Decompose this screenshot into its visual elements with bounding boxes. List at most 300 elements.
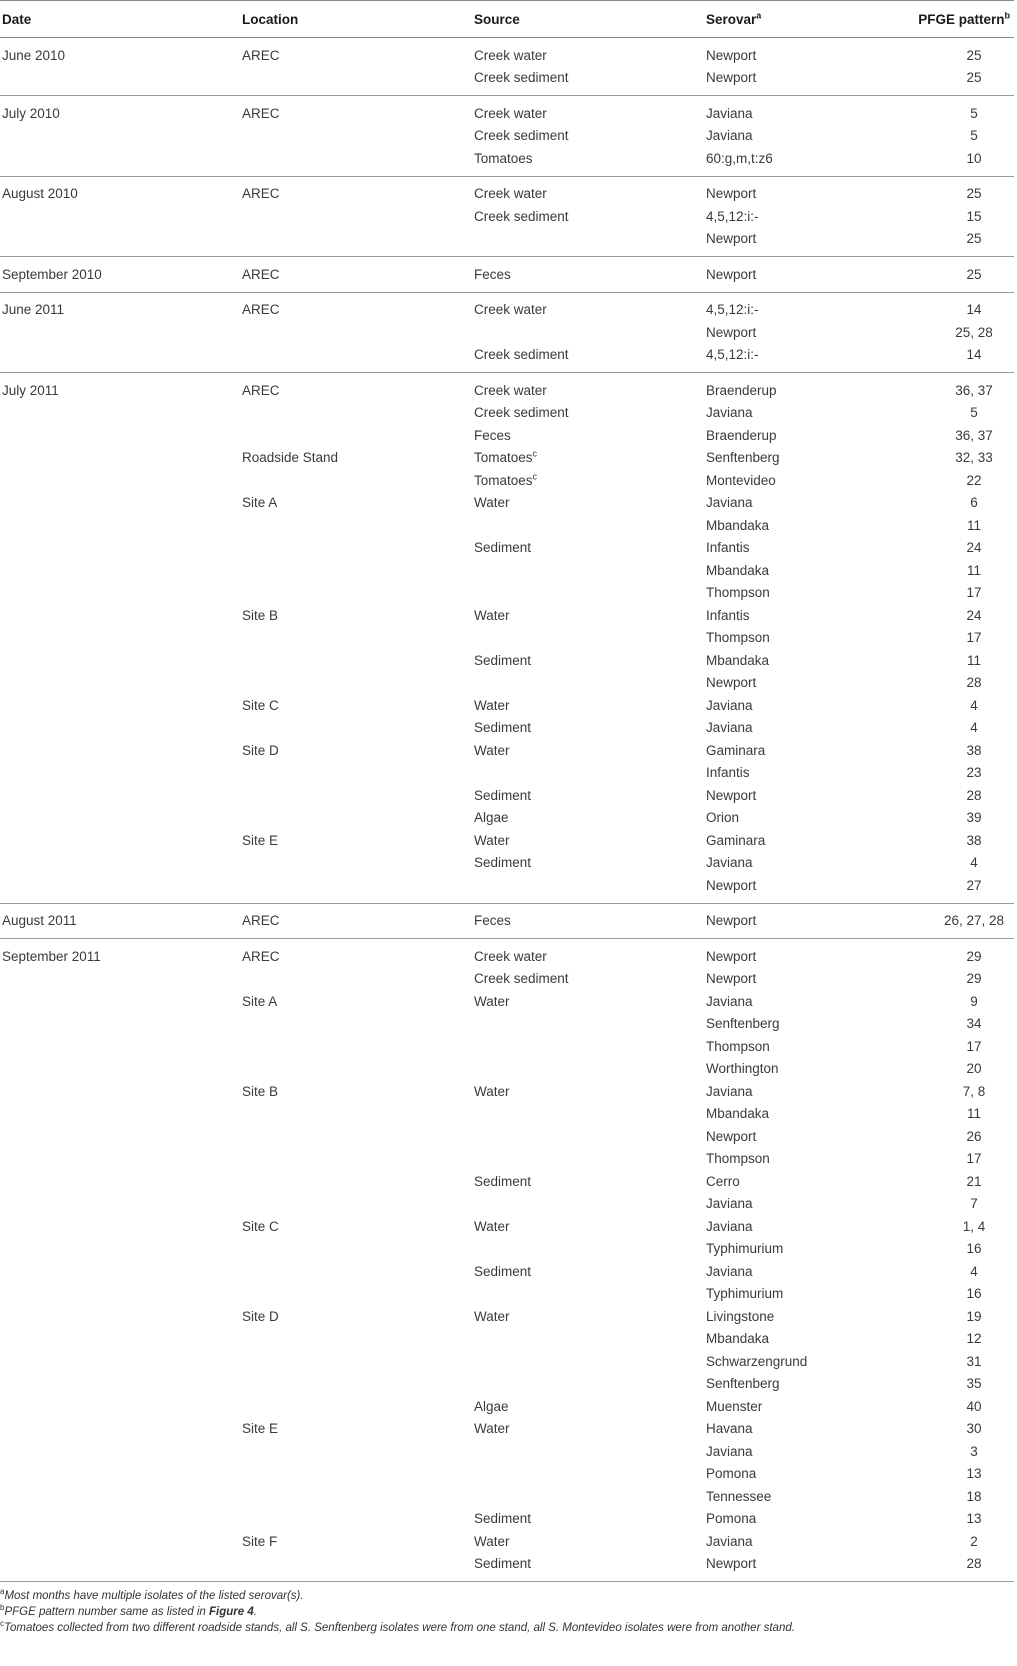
cell-source [472,1103,704,1126]
cell-serovar: Pomona [706,1511,757,1527]
cell-pfge: 40 [966,1398,982,1414]
cell-date [0,469,240,492]
cell-location [240,125,472,148]
table-row [0,1395,1014,1418]
table-row [0,424,1014,447]
cell-pfge: 25 [966,186,982,202]
cell-serovar: Senftenberg [706,1016,780,1032]
cell-serovar: Mbandaka [706,652,770,668]
cell-source [472,1485,704,1508]
cell-pfge: 4 [970,855,978,871]
cell-serovar: Mbandaka [706,1106,770,1122]
cell-location: AREC [242,948,280,964]
cell-date: September 2010 [2,266,102,282]
cell-date [0,1035,240,1058]
cell-serovar: 4,5,12:i:- [706,302,759,318]
table-row [0,1013,1014,1036]
table-row [0,604,1014,627]
table-row [0,1125,1014,1148]
cell-serovar: Newport [706,1128,757,1144]
cell-date [0,147,240,176]
cell-pfge: 25 [966,266,982,282]
cell-date [0,717,240,740]
cell-location [240,1170,472,1193]
cell-location [240,649,472,672]
cell-serovar: Gaminara [706,832,766,848]
cell-date [0,1553,240,1582]
cell-location [240,627,472,650]
cell-source [472,762,704,785]
table-row [0,1508,1014,1531]
table-row [0,1485,1014,1508]
cell-pfge: 5 [970,128,978,144]
cell-serovar: Thompson [706,585,770,601]
cell-date [0,1328,240,1351]
footnote-a: $^a$Most months have multiple isolates of the listed serovar(s). [0,1587,304,1602]
cell-source [472,627,704,650]
cell-date [0,402,240,425]
cell-serovar: Javiana [706,105,753,121]
cell-location [240,537,472,560]
cell-date [0,1193,240,1216]
cell-date [0,1215,240,1238]
cell-source: Sediment [474,540,532,556]
table-row [0,939,1014,968]
table-row [0,447,1014,470]
footnotes [0,1588,1017,1636]
cell-pfge: 28 [966,787,982,803]
cell-pfge: 25, 28 [955,324,993,340]
table-row [0,852,1014,875]
cell-source: Water [474,495,510,511]
cell-pfge: 26, 27, 28 [943,913,1005,929]
cell-location [240,762,472,785]
header-source: Source [472,1,704,38]
table-row [0,257,1014,293]
row-group [0,96,1014,177]
cell-location [240,1193,472,1216]
cell-serovar: Javiana [706,405,753,421]
cell-date [0,807,240,830]
table-row [0,762,1014,785]
cell-source [472,1148,704,1171]
cell-serovar: Newport [706,266,757,282]
cell-source [472,1035,704,1058]
cell-date [0,1350,240,1373]
cell-serovar: Orion [706,810,740,826]
header-date: Date [0,1,240,38]
cell-date [0,559,240,582]
cell-source: Creek sediment [474,208,569,224]
cell-serovar: Newport [706,971,757,987]
cell-location [240,1485,472,1508]
cell-location [240,852,472,875]
cell-source [472,874,704,903]
cell-pfge: 5 [970,405,978,421]
cell-serovar: Thompson [706,630,770,646]
cell-serovar: Newport [706,1556,757,1572]
cell-location: Site C [242,697,279,713]
cell-source: Tomatoes$^c$ [474,471,538,488]
cell-pfge: 10 [966,150,982,166]
cell-location [240,784,472,807]
cell-date [0,1418,240,1441]
cell-serovar: Mbandaka [706,1331,770,1347]
cell-location [240,321,472,344]
cell-serovar: Worthington [706,1061,779,1077]
cell-source: Creek water [474,948,547,964]
cell-source: Tomatoes [474,150,533,166]
table-row [0,1238,1014,1261]
table-row [0,321,1014,344]
footnote-c: $^c$Tomatoes collected from two different roadside stands, all S. Senftenberg isolates were from one stand, all S. Montevideo isolates were from another stand. [0,1619,795,1634]
table-row [0,1418,1014,1441]
cell-source [472,1013,704,1036]
cell-serovar: Newport [706,186,757,202]
cell-location: AREC [242,302,280,318]
cell-serovar: Muenster [706,1398,763,1414]
table-row [0,1058,1014,1081]
cell-location [240,1328,472,1351]
cell-location: AREC [242,105,280,121]
cell-pfge: 34 [966,1016,982,1032]
cell-date [0,228,240,257]
cell-pfge: 4 [970,1263,978,1279]
table-header [0,1,1014,38]
cell-date [0,1013,240,1036]
cell-serovar: Braenderup [706,427,777,443]
cell-date [0,492,240,515]
cell-source: Water [474,1083,510,1099]
cell-source: Water [474,1308,510,1324]
cell-location [240,1395,472,1418]
cell-location [240,469,472,492]
cell-pfge: 36, 37 [955,382,993,398]
cell-location [240,67,472,96]
table-row [0,1103,1014,1126]
cell-serovar: Javiana [706,128,753,144]
cell-date [0,990,240,1013]
table-row [0,205,1014,228]
cell-location [240,968,472,991]
cell-pfge: 14 [966,347,982,363]
cell-date [0,852,240,875]
cell-location [240,1350,472,1373]
cell-pfge: 17 [966,1038,982,1054]
table-row [0,1035,1014,1058]
cell-location [240,344,472,373]
cell-location [240,1125,472,1148]
cell-serovar: Javiana [706,495,753,511]
cell-location: AREC [242,382,280,398]
cell-pfge: 28 [966,675,982,691]
cell-serovar: Mbandaka [706,562,770,578]
cell-date: June 2011 [2,302,65,318]
cell-date [0,514,240,537]
table-row [0,469,1014,492]
cell-location [240,1463,472,1486]
table-row [0,874,1014,903]
cell-source: Creek sediment [474,971,569,987]
cell-date [0,447,240,470]
cell-pfge: 20 [966,1061,982,1077]
cell-location: Site E [242,1421,279,1437]
cell-serovar: Infantis [706,607,750,623]
cell-pfge: 39 [966,810,982,826]
cell-source [472,559,704,582]
cell-source: Sediment [474,855,532,871]
cell-location [240,1260,472,1283]
cell-date [0,1508,240,1531]
cell-source [472,1328,704,1351]
cell-pfge: 11 [966,652,981,668]
table-row [0,717,1014,740]
cell-serovar: Schwarzengrund [706,1353,808,1369]
table-row [0,903,1014,939]
cell-location [240,147,472,176]
cell-pfge: 14 [966,302,982,318]
cell-source [472,228,704,257]
cell-pfge: 13 [966,1466,982,1482]
cell-source [472,1238,704,1261]
cell-pfge: 32, 33 [955,450,993,466]
cell-pfge: 13 [966,1511,982,1527]
cell-pfge: 23 [966,765,982,781]
cell-source: Sediment [474,1173,532,1189]
table-row [0,672,1014,695]
cell-date [0,1305,240,1328]
cell-pfge: 17 [966,630,982,646]
cell-serovar: Newport [706,324,757,340]
cell-source: Sediment [474,1556,532,1572]
cell-serovar: Senftenberg [706,450,780,466]
cell-source: Creek sediment [474,347,569,363]
table-row [0,514,1014,537]
cell-pfge: 4 [970,720,978,736]
cell-location [240,717,472,740]
cell-source: Sediment [474,787,532,803]
cell-source: Algae [474,1398,509,1414]
cell-pfge: 36, 37 [955,427,993,443]
cell-pfge: 38 [966,832,982,848]
cell-serovar: 4,5,12:i:- [706,347,759,363]
cell-serovar: Thompson [706,1038,770,1054]
cell-source [472,1125,704,1148]
cell-location: Site B [242,607,279,623]
cell-serovar: Cerro [706,1173,740,1189]
cell-source: Sediment [474,652,532,668]
cell-location [240,1283,472,1306]
cell-serovar: Newport [706,675,757,691]
cell-date [0,968,240,991]
table-row [0,1530,1014,1553]
cell-serovar: Javiana [706,1083,753,1099]
cell-location: Site D [242,1308,279,1324]
cell-location: Site C [242,1218,279,1234]
table-row [0,67,1014,96]
table-row [0,739,1014,762]
table-row [0,537,1014,560]
cell-source: Water [474,1421,510,1437]
table-row [0,968,1014,991]
cell-date [0,694,240,717]
cell-location: AREC [242,186,280,202]
cell-serovar: Javiana [706,1218,753,1234]
table-row [0,228,1014,257]
cell-location [240,1148,472,1171]
table-row [0,125,1014,148]
cell-location: Site D [242,742,279,758]
table-row [0,1283,1014,1306]
cell-date [0,1238,240,1261]
cell-serovar: Javiana [706,1263,753,1279]
header-serovar: Serovar$^a$ [704,1,904,38]
cell-serovar: Braenderup [706,382,777,398]
cell-location [240,514,472,537]
cell-source: Water [474,1218,510,1234]
cell-date [0,1170,240,1193]
cell-date [0,205,240,228]
row-group [0,257,1014,293]
cell-source [472,1463,704,1486]
cell-location [240,1440,472,1463]
cell-location: Site A [242,495,278,511]
cell-pfge: 3 [970,1443,978,1459]
cell-serovar: Senftenberg [706,1376,780,1392]
cell-date [0,1260,240,1283]
table-row [0,1440,1014,1463]
table-row [0,373,1014,402]
cell-serovar: Tennessee [706,1488,772,1504]
cell-location [240,582,472,605]
cell-location [240,1553,472,1582]
cell-source: Sediment [474,1263,532,1279]
row-group [0,176,1014,257]
table-row [0,582,1014,605]
cell-date: August 2011 [2,913,77,929]
table-row [0,694,1014,717]
cell-date [0,1058,240,1081]
cell-source: Creek water [474,302,547,318]
cell-serovar: 60:g,m,t:z6 [706,150,773,166]
cell-date: July 2011 [2,382,59,398]
table-row [0,1328,1014,1351]
cell-serovar: Newport [706,913,757,929]
cell-pfge: 27 [966,877,982,893]
cell-date: September 2011 [2,948,101,964]
header-location: Location [240,1,472,38]
cell-serovar: 4,5,12:i:- [706,208,759,224]
cell-source: Water [474,607,510,623]
cell-date [0,424,240,447]
cell-source [472,514,704,537]
table-row [0,492,1014,515]
cell-date [0,1103,240,1126]
cell-pfge: 25 [966,70,982,86]
table-row [0,176,1014,205]
cell-date [0,874,240,903]
cell-serovar: Newport [706,70,757,86]
cell-pfge: 2 [970,1533,978,1549]
cell-pfge: 29 [966,948,982,964]
footnote-b: $^b$PFGE pattern number same as listed in Figure 4. [0,1603,257,1618]
cell-source: Water [474,1533,510,1549]
cell-location [240,1508,472,1531]
cell-serovar: Javiana [706,855,753,871]
cell-source: Creek sediment [474,70,569,86]
cell-location [240,424,472,447]
cell-serovar: Newport [706,877,757,893]
cell-date [0,1125,240,1148]
cell-location [240,1035,472,1058]
cell-date [0,784,240,807]
cell-pfge: 5 [970,105,978,121]
table-row [0,1170,1014,1193]
cell-source: Sediment [474,720,532,736]
cell-pfge: 11 [966,562,981,578]
cell-date [0,344,240,373]
cell-date [0,1395,240,1418]
cell-date [0,67,240,96]
cell-serovar: Havana [706,1421,753,1437]
row-group [0,939,1014,1582]
cell-pfge: 7 [970,1196,978,1212]
cell-date [0,1373,240,1396]
cell-date [0,627,240,650]
cell-serovar: Javiana [706,720,753,736]
cell-source: Creek sediment [474,128,569,144]
cell-date [0,829,240,852]
cell-pfge: 16 [966,1286,982,1302]
cell-source: Water [474,832,510,848]
table-row [0,627,1014,650]
cell-source: Water [474,697,510,713]
cell-pfge: 19 [966,1308,982,1324]
cell-location [240,1373,472,1396]
cell-serovar: Typhimurium [706,1241,784,1257]
cell-location: Site E [242,832,279,848]
cell-serovar: Newport [706,948,757,964]
table-row [0,38,1014,67]
cell-location [240,205,472,228]
cell-date [0,321,240,344]
cell-serovar: Pomona [706,1466,757,1482]
cell-pfge: 26 [966,1128,982,1144]
header-pfge: PFGE pattern$^b$ [904,1,1014,38]
table-row [0,96,1014,125]
cell-pfge: 11 [966,1106,981,1122]
cell-location [240,559,472,582]
cell-date [0,604,240,627]
cell-source: Water [474,742,510,758]
cell-location: AREC [242,47,280,63]
cell-pfge: 35 [966,1376,982,1392]
cell-source [472,1193,704,1216]
table-row [0,990,1014,1013]
table-row [0,1350,1014,1373]
cell-source: Creek water [474,47,547,63]
cell-location [240,228,472,257]
cell-location: AREC [242,913,280,929]
cell-pfge: 4 [970,697,978,713]
cell-serovar: Javiana [706,697,753,713]
table-row [0,1080,1014,1103]
cell-location: AREC [242,266,280,282]
cell-location: Site A [242,993,278,1009]
cell-serovar: Javiana [706,993,753,1009]
cell-source: Tomatoes$^c$ [474,448,538,466]
cell-source [472,1283,704,1306]
